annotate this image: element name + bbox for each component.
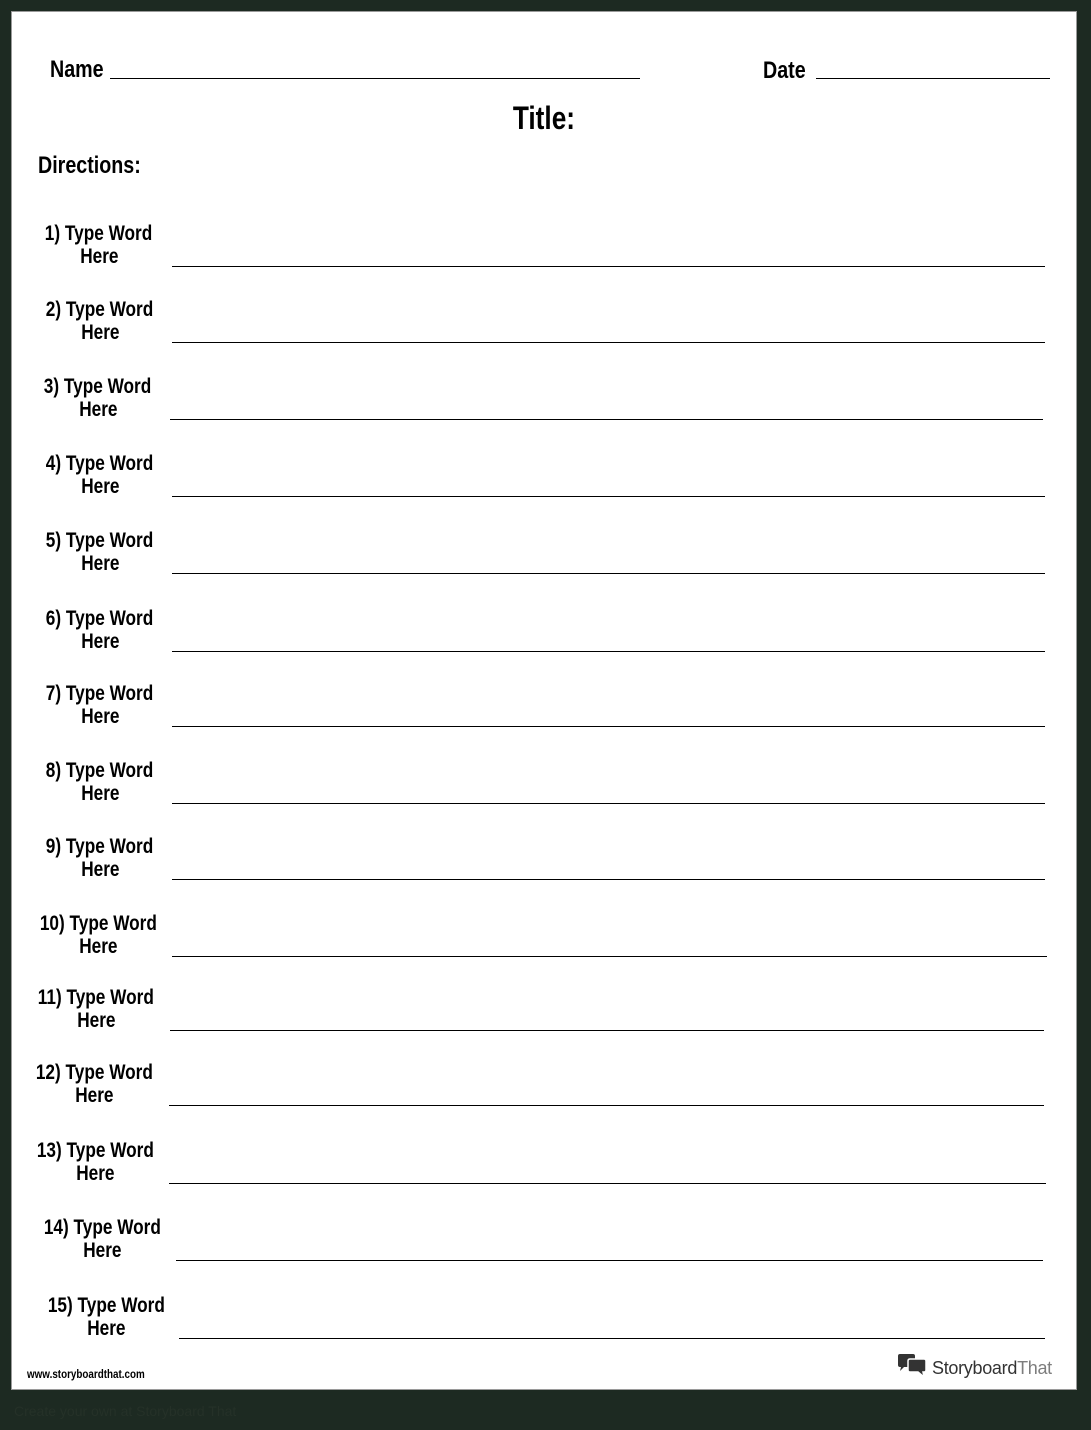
item-label: 7) Type Word Here	[46, 682, 154, 728]
worksheet-page	[11, 11, 1077, 1390]
logo-text: StoryboardThat	[932, 1357, 1052, 1378]
answer-line[interactable]	[172, 266, 1045, 267]
item-label: 13) Type Word Here	[36, 1139, 154, 1185]
directions-label: Directions:	[38, 152, 141, 179]
answer-line[interactable]	[176, 1260, 1043, 1261]
footer-url[interactable]: www.storyboardthat.com	[27, 1367, 145, 1381]
speech-bubbles-icon	[896, 1353, 928, 1384]
date-line[interactable]	[816, 78, 1050, 79]
item-label: 8) Type Word Here	[46, 759, 154, 805]
item-label: 6) Type Word Here	[46, 607, 154, 653]
answer-line[interactable]	[172, 803, 1045, 804]
storyboardthat-logo[interactable]	[896, 1354, 1052, 1382]
item-label: 5) Type Word Here	[46, 529, 154, 575]
item-label: 10) Type Word Here	[39, 912, 157, 958]
item-label: 3) Type Word Here	[44, 375, 152, 421]
item-label: 2) Type Word Here	[46, 298, 154, 344]
answer-line[interactable]	[172, 573, 1045, 574]
name-label: Name	[50, 56, 104, 83]
answer-line[interactable]	[172, 879, 1045, 880]
item-label: 1) Type Word Here	[45, 222, 153, 268]
answer-line[interactable]	[170, 1030, 1044, 1031]
answer-line[interactable]	[169, 1183, 1046, 1184]
name-line[interactable]	[110, 78, 640, 79]
answer-line[interactable]	[172, 956, 1047, 957]
item-label: 14) Type Word Here	[43, 1216, 161, 1262]
title-label: Title:	[512, 100, 576, 136]
answer-line[interactable]	[172, 496, 1045, 497]
date-label: Date	[763, 57, 806, 84]
answer-line[interactable]	[172, 651, 1045, 652]
answer-line[interactable]	[169, 1105, 1044, 1106]
item-label: 11) Type Word Here	[37, 986, 155, 1032]
answer-line[interactable]	[170, 419, 1043, 420]
answer-line[interactable]	[172, 726, 1045, 727]
answer-line[interactable]	[179, 1338, 1045, 1339]
item-label: 9) Type Word Here	[46, 835, 154, 881]
item-label: 12) Type Word Here	[35, 1061, 153, 1107]
answer-line[interactable]	[172, 342, 1045, 343]
item-label: 4) Type Word Here	[46, 452, 154, 498]
create-caption[interactable]: Create your own at Storyboard That	[14, 1403, 237, 1419]
item-label: 15) Type Word Here	[47, 1294, 165, 1340]
